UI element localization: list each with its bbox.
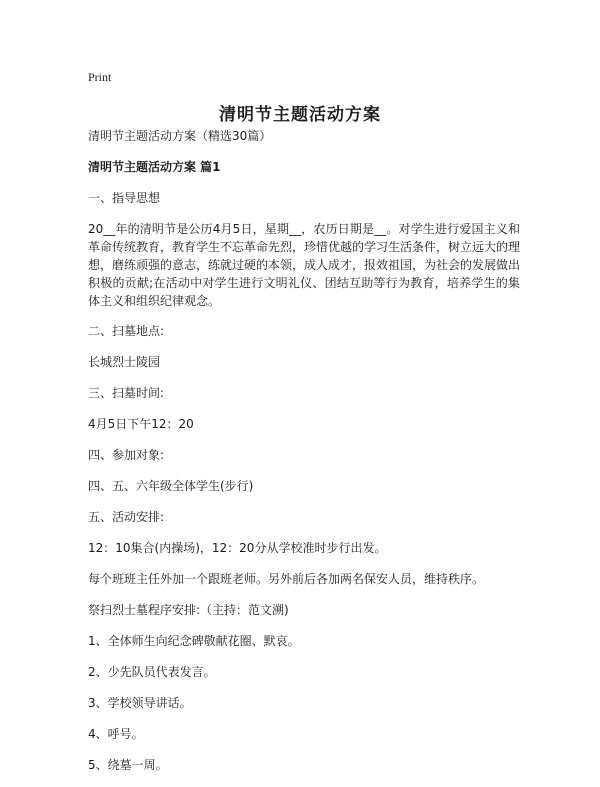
list-item: 3、学校领导讲话。	[88, 696, 192, 710]
text-ceremony-program: 祭扫烈士墓程序安排:（主持：范文溯)	[88, 603, 289, 617]
text-participants: 四、五、六年级全体学生(步行)	[88, 479, 254, 493]
text-staffing: 每个班班主任外加一个跟班老师。另外前后各加两名保安人员，维持秩序。	[88, 572, 485, 586]
list-item: 2、少先队员代表发言。	[88, 665, 216, 679]
heading-location: 二、扫墓地点:	[88, 324, 165, 338]
print-label[interactable]: Print	[88, 70, 112, 84]
section-heading: 清明节主题活动方案 篇1	[88, 160, 221, 174]
text-location: 长城烈士陵园	[88, 355, 161, 369]
list-item: 4、呼号。	[88, 727, 144, 741]
heading-time: 三、扫墓时间:	[88, 386, 165, 400]
list-item: 5、绕墓一周。	[88, 758, 168, 772]
text-time: 4月5日下午12：20	[88, 417, 194, 431]
document-body	[88, 127, 520, 787]
heading-participants: 四、参加对象:	[88, 448, 165, 462]
list-item: 1、全体师生向纪念碑敬献花圈、默哀。	[88, 634, 300, 648]
document-title: 清明节主题活动方案	[219, 105, 381, 125]
document-subtitle: 清明节主题活动方案（精选30篇）	[88, 129, 272, 143]
heading-guiding-ideology: 一、指导思想	[88, 191, 161, 205]
text-assembly: 12：10集合(内操场)，12：20分从学校准时步行出发。	[88, 541, 387, 555]
paragraph-guiding-ideology: 20__年的清明节是公历4月5日，星期__，农历日期是__。对学生进行爱国主义和革命传统教育，教育学生不忘革命先烈，珍惜优越的学习生活条件，树立远大的理想，磨练顽强的意志，练就过硬的本领，成人成才，报效祖国，为社会的发展做出积极的贡献;在活动中对学生进行文明礼仪、团结互助等行为教育，培养学生的集体主义和组织纪律观念。	[88, 222, 521, 308]
heading-arrangement: 五、活动安排:	[88, 510, 165, 524]
